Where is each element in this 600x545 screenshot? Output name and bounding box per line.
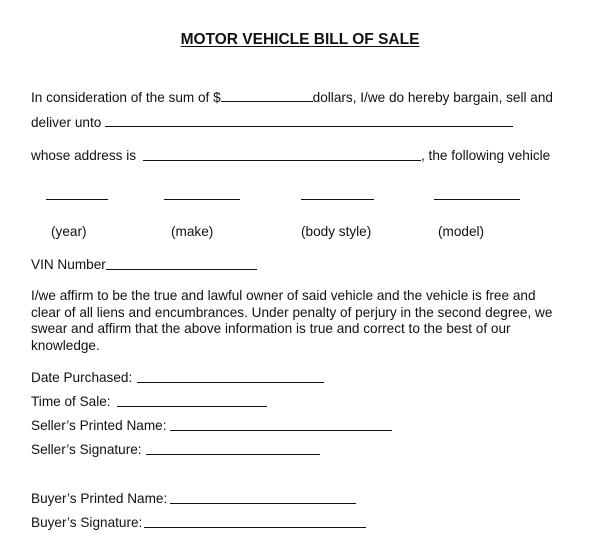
buyer-printed-name-field[interactable]: [170, 503, 356, 504]
time-of-sale-label: Time of Sale:: [31, 394, 111, 409]
sum-amount-field[interactable]: [221, 88, 313, 102]
address-suffix: , the following vehicle: [421, 148, 551, 163]
buyer-printed-name-label: Buyer’s Printed Name:: [31, 491, 168, 506]
year-field[interactable]: [46, 199, 108, 200]
model-field[interactable]: [434, 199, 520, 200]
buyer-signature-label: Buyer’s Signature:: [31, 515, 143, 530]
address-label: whose address is: [31, 148, 137, 163]
year-label: (year): [51, 224, 87, 239]
buyer-name-field[interactable]: [105, 126, 513, 127]
seller-signature-field[interactable]: [146, 454, 320, 455]
make-label: (make): [171, 224, 214, 239]
deliver-prefix: deliver unto: [31, 115, 102, 130]
make-field[interactable]: [164, 199, 240, 200]
time-of-sale-field[interactable]: [117, 406, 267, 407]
buyer-signature-field[interactable]: [144, 527, 366, 528]
seller-printed-name-field[interactable]: [170, 430, 392, 431]
date-purchased-field[interactable]: [137, 382, 324, 383]
body-style-field[interactable]: [301, 199, 374, 200]
date-purchased-label: Date Purchased:: [31, 370, 133, 385]
affirmation-paragraph: I/we affirm to be the true and lawful owner of said vehicle and the vehicle is free and clear of all liens and encumbrances. Under penalty of perjury in the second degree, we swear and affirm that the above information is true and correct to the best of our knowledge.: [31, 288, 553, 353]
model-label: (model): [438, 224, 485, 239]
deliver-line: [31, 114, 101, 132]
document-title: MOTOR VEHICLE BILL OF SALE: [180, 31, 420, 48]
vin-field[interactable]: [106, 269, 257, 270]
sum-line: [31, 88, 553, 107]
sum-suffix: dollars, I/we do hereby bargain, sell and: [312, 90, 553, 105]
body-style-label: (body style): [301, 224, 372, 239]
sum-prefix: In consideration of the sum of $: [31, 90, 221, 105]
seller-signature-label: Seller’s Signature:: [31, 442, 142, 457]
address-field[interactable]: [143, 160, 421, 161]
seller-printed-name-label: Seller’s Printed Name:: [31, 418, 167, 433]
vin-label: VIN Number: [31, 257, 106, 272]
